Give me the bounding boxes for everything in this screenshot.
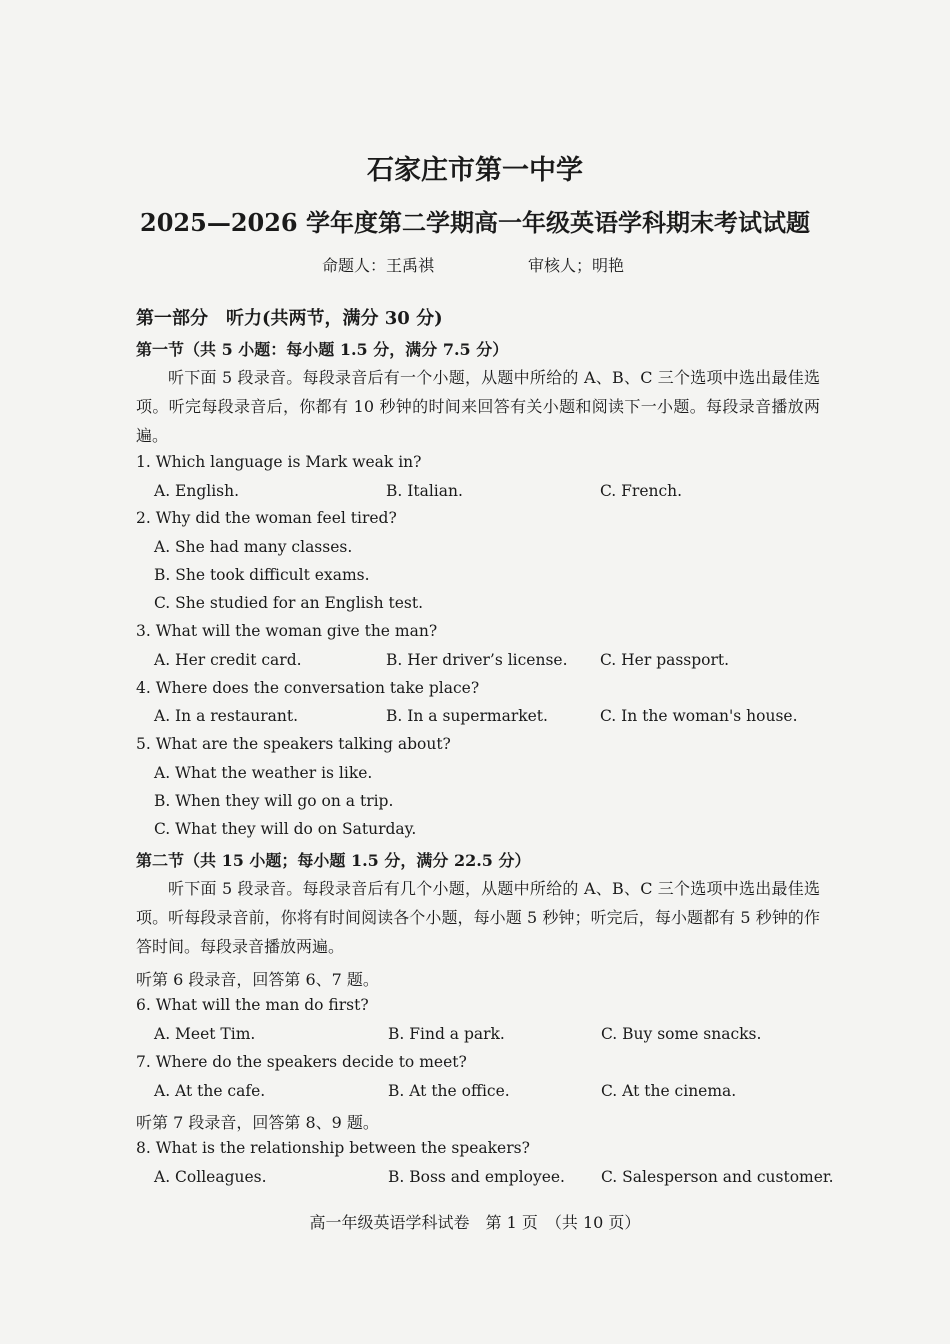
question-stem: 7. Where do the speakers decide to meet? — [136, 1053, 467, 1071]
option-b: B. Her driver’s license. — [386, 651, 568, 669]
option-a: A. English. — [154, 482, 240, 500]
author-credit: 命题人：王禹祺 — [322, 256, 435, 275]
question-stem: 3. What will the woman give the man? — [136, 622, 438, 640]
option-c: C. Her passport. — [600, 651, 730, 669]
school-name: 石家庄市第一中学 — [367, 155, 583, 186]
question-stem: 2. Why did the woman feel tired? — [136, 509, 397, 527]
option-b: B. Boss and employee. — [388, 1168, 565, 1186]
section-title: 第二节（共 15 小题；每小题 1.5 分，满分 22.5 分） — [136, 851, 531, 870]
option-c: C. What they will do on Saturday. — [154, 820, 417, 838]
option-c: C. At the cinema. — [601, 1082, 737, 1100]
option-b: B. When they will go on a trip. — [154, 792, 394, 810]
option-b: B. At the office. — [388, 1082, 510, 1100]
option-c: C. In the woman's house. — [600, 707, 798, 725]
option-c: C. French. — [600, 482, 683, 500]
reviewer-credit: 审核人；明艳 — [528, 256, 625, 275]
question-stem: 1. Which language is Mark weak in? — [136, 453, 422, 471]
part-title: 第一部分 听力(共两节，满分 30 分) — [136, 308, 443, 329]
recording-note: 听第 7 段录音，回答第 8、9 题。 — [136, 1113, 379, 1132]
option-a: A. Meet Tim. — [154, 1025, 256, 1043]
question-stem: 4. Where does the conversation take place? — [136, 679, 480, 697]
option-a: A. Her credit card. — [154, 651, 302, 669]
option-c: C. Salesperson and customer. — [601, 1168, 834, 1186]
page-footer: 高一年级英语学科试卷 第 1 页 （共 10 页） — [309, 1213, 641, 1232]
question-stem: 8. What is the relationship between the speakers? — [136, 1139, 530, 1157]
exam-title: 2025—2026 学年度第二学期高一年级英语学科期末考试试题 — [140, 208, 810, 237]
option-a: A. In a restaurant. — [154, 707, 299, 725]
section-instructions: 听下面 5 段录音。每段录音后有几个小题，从题中所给的 A、B、C 三个选项中选出最佳选项。听每段录音前，你将有时间阅读各个小题，每小题 5 秒钟；听完后，每小题都有 5 秒钟的作答时间。每段录音播放两遍。 — [136, 879, 820, 956]
option-b: B. In a supermarket. — [386, 707, 548, 725]
section-title: 第一节（共 5 小题：每小题 1.5 分，满分 7.5 分） — [136, 340, 509, 359]
option-a: A. Colleagues. — [154, 1168, 267, 1186]
option-b: B. Find a park. — [388, 1025, 505, 1043]
option-a: A. What the weather is like. — [154, 764, 373, 782]
question-stem: 5. What are the speakers talking about? — [136, 735, 451, 753]
option-c: C. Buy some snacks. — [601, 1025, 762, 1043]
option-b: B. Italian. — [386, 482, 463, 500]
option-a: A. She had many classes. — [154, 538, 353, 556]
option-c: C. She studied for an English test. — [154, 594, 423, 612]
question-stem: 6. What will the man do first? — [136, 996, 369, 1014]
option-a: A. At the cafe. — [154, 1082, 266, 1100]
section-instructions: 听下面 5 段录音。每段录音后有一个小题，从题中所给的 A、B、C 三个选项中选出最佳选项。听完每段录音后，你都有 10 秒钟的时间来回答有关小题和阅读下一小题。每段录音播放两遍。 — [136, 368, 820, 445]
recording-note: 听第 6 段录音，回答第 6、7 题。 — [136, 970, 379, 989]
option-b: B. She took difficult exams. — [154, 566, 370, 584]
